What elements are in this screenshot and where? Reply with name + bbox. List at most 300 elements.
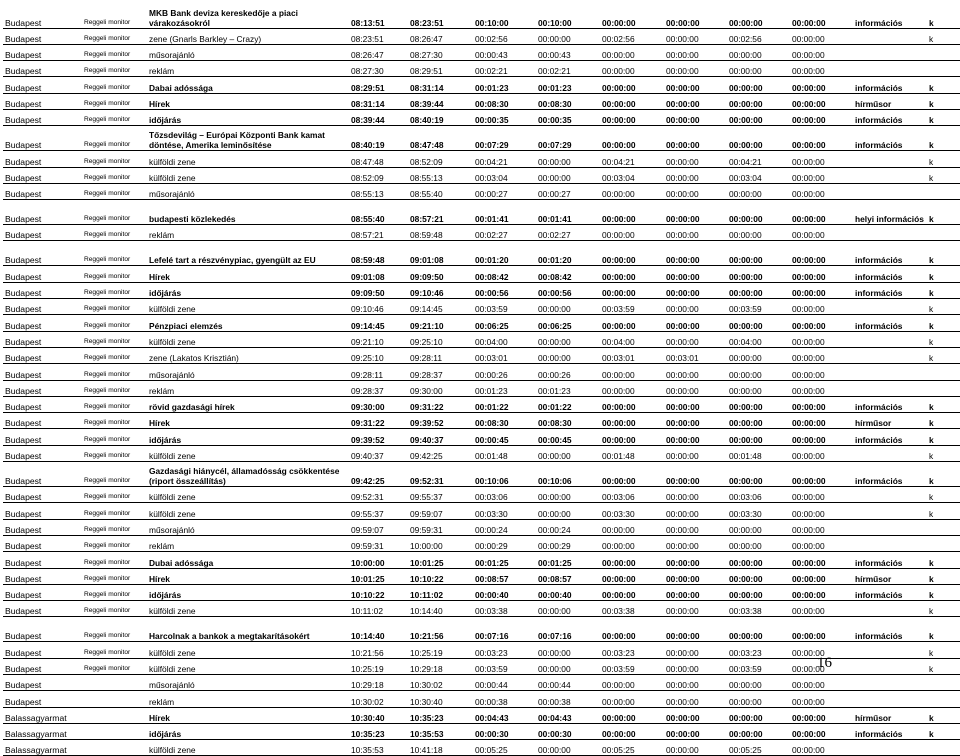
city-cell: Budapest	[3, 109, 82, 125]
time-cell: 00:03:06	[727, 487, 790, 503]
time-cell: 00:00:00	[790, 380, 853, 396]
flag-cell: k	[927, 707, 960, 723]
time-cell: 00:00:00	[600, 109, 664, 125]
time-cell: 00:08:30	[536, 93, 600, 109]
flag-cell: k	[927, 552, 960, 568]
title-cell: külföldi zene	[147, 331, 349, 347]
time-cell: 09:52:31	[349, 487, 408, 503]
time-cell: 00:00:00	[600, 396, 664, 412]
page-number: 16	[817, 655, 832, 671]
city-cell: Budapest	[3, 315, 82, 331]
time-cell: 00:00:00	[790, 707, 853, 723]
time-cell: 00:01:48	[473, 445, 536, 461]
time-cell: 09:01:08	[349, 266, 408, 282]
time-cell: 00:00:00	[790, 225, 853, 241]
program-cell	[82, 691, 147, 707]
time-cell: 00:02:27	[473, 225, 536, 241]
city-cell: Budapest	[3, 691, 82, 707]
time-cell: 00:00:00	[600, 535, 664, 551]
program-cell: Reggeli monitor	[82, 266, 147, 282]
flag-cell: k	[927, 315, 960, 331]
time-cell: 00:00:00	[664, 183, 727, 199]
time-cell: 00:07:16	[473, 617, 536, 642]
city-cell: Budapest	[3, 364, 82, 380]
category-cell	[853, 601, 927, 617]
time-cell: 00:00:00	[664, 740, 727, 756]
city-cell: Budapest	[3, 552, 82, 568]
city-cell: Budapest	[3, 413, 82, 429]
program-cell: Reggeli monitor	[82, 77, 147, 93]
time-cell: 00:00:00	[664, 396, 727, 412]
time-cell: 00:00:00	[790, 462, 853, 487]
title-cell: Lefelé tart a részvénypiac, gyengült az EU	[147, 241, 349, 266]
time-cell: 00:03:59	[727, 658, 790, 674]
time-cell: 00:03:01	[664, 347, 727, 363]
time-cell: 00:00:00	[790, 331, 853, 347]
category-cell	[853, 167, 927, 183]
time-cell: 09:28:11	[408, 347, 473, 363]
time-cell: 00:00:00	[790, 109, 853, 125]
city-cell: Budapest	[3, 642, 82, 658]
category-cell: információs	[853, 462, 927, 487]
table-row	[3, 347, 960, 363]
time-cell: 00:00:00	[727, 364, 790, 380]
time-cell: 00:00:27	[473, 183, 536, 199]
time-cell: 00:00:00	[536, 167, 600, 183]
flag-cell: k	[927, 429, 960, 445]
time-cell: 00:00:00	[790, 617, 853, 642]
time-cell: 00:03:59	[600, 299, 664, 315]
time-cell: 00:02:21	[473, 61, 536, 77]
title-cell: reklám	[147, 535, 349, 551]
category-cell: helyi információs	[853, 200, 927, 225]
time-cell: 00:00:00	[600, 93, 664, 109]
time-cell: 00:00:44	[473, 675, 536, 691]
time-cell: 00:00:00	[790, 723, 853, 739]
broadcast-log-table	[3, 3, 960, 756]
time-cell: 00:00:00	[664, 3, 727, 28]
time-cell: 10:30:02	[349, 691, 408, 707]
title-cell: időjárás	[147, 282, 349, 298]
flag-cell: k	[927, 617, 960, 642]
time-cell: 00:00:00	[727, 691, 790, 707]
time-cell: 00:00:00	[664, 584, 727, 600]
time-cell: 08:59:48	[349, 241, 408, 266]
time-cell: 00:00:00	[790, 584, 853, 600]
time-cell: 00:00:00	[600, 44, 664, 60]
time-cell: 00:00:00	[600, 266, 664, 282]
city-cell: Budapest	[3, 487, 82, 503]
time-cell: 00:00:24	[536, 519, 600, 535]
category-cell	[853, 445, 927, 461]
time-cell: 00:00:00	[600, 364, 664, 380]
city-cell: Budapest	[3, 225, 82, 241]
title-cell: Hírek	[147, 707, 349, 723]
title-cell: külföldi zene	[147, 658, 349, 674]
time-cell: 08:47:48	[349, 151, 408, 167]
time-cell: 00:00:00	[536, 642, 600, 658]
time-cell: 09:59:31	[408, 519, 473, 535]
time-cell: 00:04:21	[600, 151, 664, 167]
time-cell: 00:03:38	[473, 601, 536, 617]
time-cell: 00:00:00	[664, 61, 727, 77]
city-cell: Budapest	[3, 331, 82, 347]
time-cell: 00:00:00	[727, 723, 790, 739]
program-cell	[82, 675, 147, 691]
time-cell: 00:00:00	[727, 535, 790, 551]
table-row	[3, 183, 960, 199]
program-cell: Reggeli monitor	[82, 225, 147, 241]
time-cell: 00:00:00	[664, 723, 727, 739]
title-cell: Hírek	[147, 266, 349, 282]
time-cell: 00:00:00	[790, 200, 853, 225]
time-cell: 08:55:40	[349, 200, 408, 225]
table-row	[3, 740, 960, 756]
time-cell: 00:00:00	[727, 617, 790, 642]
time-cell: 00:00:00	[727, 241, 790, 266]
category-cell	[853, 44, 927, 60]
time-cell: 00:00:00	[790, 487, 853, 503]
time-cell: 08:40:19	[349, 126, 408, 151]
time-cell: 10:11:02	[408, 584, 473, 600]
time-cell: 08:29:51	[408, 61, 473, 77]
time-cell: 08:57:21	[349, 225, 408, 241]
time-cell: 00:00:29	[473, 535, 536, 551]
time-cell: 00:00:00	[536, 658, 600, 674]
time-cell: 08:52:09	[408, 151, 473, 167]
time-cell: 00:00:00	[664, 315, 727, 331]
time-cell: 10:00:00	[349, 552, 408, 568]
time-cell: 00:00:00	[790, 568, 853, 584]
title-cell: Dabai adóssága	[147, 77, 349, 93]
title-cell: műsorajánló	[147, 675, 349, 691]
program-cell: Reggeli monitor	[82, 93, 147, 109]
time-cell: 00:00:00	[727, 200, 790, 225]
time-cell: 00:00:00	[664, 167, 727, 183]
time-cell: 00:06:25	[536, 315, 600, 331]
time-cell: 00:00:00	[600, 552, 664, 568]
time-cell: 09:10:46	[349, 299, 408, 315]
time-cell: 00:00:40	[536, 584, 600, 600]
program-cell: Reggeli monitor	[82, 61, 147, 77]
time-cell: 09:30:00	[408, 380, 473, 396]
title-cell: zene (Lakatos Krisztián)	[147, 347, 349, 363]
program-cell: Reggeli monitor	[82, 109, 147, 125]
time-cell: 08:23:51	[408, 3, 473, 28]
category-cell	[853, 28, 927, 44]
time-cell: 00:03:59	[473, 658, 536, 674]
city-cell: Budapest	[3, 93, 82, 109]
city-cell: Budapest	[3, 266, 82, 282]
time-cell: 00:10:06	[473, 462, 536, 487]
table-row	[3, 723, 960, 739]
time-cell: 00:00:00	[600, 282, 664, 298]
time-cell: 00:00:30	[536, 723, 600, 739]
category-cell	[853, 675, 927, 691]
time-cell: 00:10:00	[536, 3, 600, 28]
flag-cell: k	[927, 3, 960, 28]
time-cell: 00:00:00	[664, 519, 727, 535]
time-cell: 00:00:00	[600, 225, 664, 241]
category-cell: információs	[853, 241, 927, 266]
title-cell: műsorajánló	[147, 44, 349, 60]
time-cell: 00:07:16	[536, 617, 600, 642]
time-cell: 00:03:30	[727, 503, 790, 519]
table-row	[3, 535, 960, 551]
time-cell: 00:03:04	[600, 167, 664, 183]
flag-cell: k	[927, 347, 960, 363]
time-cell: 00:00:00	[664, 109, 727, 125]
table-row	[3, 519, 960, 535]
program-cell: Reggeli monitor	[82, 617, 147, 642]
time-cell: 10:30:40	[349, 707, 408, 723]
time-cell: 10:25:19	[349, 658, 408, 674]
time-cell: 10:14:40	[408, 601, 473, 617]
city-cell: Budapest	[3, 584, 82, 600]
time-cell: 00:00:00	[790, 552, 853, 568]
time-cell: 10:29:18	[349, 675, 408, 691]
city-cell: Budapest	[3, 503, 82, 519]
flag-cell: k	[927, 462, 960, 487]
time-cell: 00:00:00	[727, 3, 790, 28]
table-row	[3, 445, 960, 461]
time-cell: 09:40:37	[408, 429, 473, 445]
time-cell: 09:39:52	[408, 413, 473, 429]
time-cell: 00:00:00	[600, 183, 664, 199]
time-cell: 00:01:23	[473, 77, 536, 93]
program-cell: Reggeli monitor	[82, 519, 147, 535]
time-cell: 00:00:00	[600, 617, 664, 642]
time-cell: 09:14:45	[349, 315, 408, 331]
time-cell: 00:00:00	[727, 347, 790, 363]
table-row	[3, 675, 960, 691]
flag-cell: k	[927, 658, 960, 674]
time-cell: 00:00:00	[727, 61, 790, 77]
program-cell: Reggeli monitor	[82, 126, 147, 151]
time-cell: 00:00:26	[473, 364, 536, 380]
time-cell: 08:59:48	[408, 225, 473, 241]
time-cell: 00:00:00	[790, 61, 853, 77]
flag-cell: k	[927, 167, 960, 183]
time-cell: 00:00:00	[727, 429, 790, 445]
time-cell: 00:00:00	[664, 487, 727, 503]
time-cell: 00:00:00	[790, 93, 853, 109]
time-cell: 00:00:00	[664, 675, 727, 691]
flag-cell: k	[927, 200, 960, 225]
time-cell: 09:14:45	[408, 299, 473, 315]
city-cell: Budapest	[3, 167, 82, 183]
time-cell: 00:00:00	[664, 266, 727, 282]
table-row	[3, 552, 960, 568]
time-cell: 10:35:23	[408, 707, 473, 723]
category-cell: hírműsor	[853, 707, 927, 723]
time-cell: 08:39:44	[408, 93, 473, 109]
time-cell: 00:00:00	[664, 200, 727, 225]
time-cell: 09:09:50	[408, 266, 473, 282]
category-cell	[853, 299, 927, 315]
time-cell: 00:00:00	[664, 28, 727, 44]
city-cell: Budapest	[3, 396, 82, 412]
program-cell: Reggeli monitor	[82, 3, 147, 28]
category-cell	[853, 183, 927, 199]
time-cell: 08:31:14	[408, 77, 473, 93]
time-cell: 00:00:00	[664, 601, 727, 617]
flag-cell: k	[927, 151, 960, 167]
time-cell: 00:00:00	[790, 126, 853, 151]
time-cell: 09:40:37	[349, 445, 408, 461]
table-row	[3, 617, 960, 642]
flag-cell	[927, 380, 960, 396]
category-cell	[853, 151, 927, 167]
time-cell: 08:57:21	[408, 200, 473, 225]
time-cell: 00:00:00	[727, 109, 790, 125]
table-row	[3, 413, 960, 429]
title-cell: Tőzsdevilág – Európai Központi Bank kamat döntése, Amerika leminősítése	[147, 126, 349, 151]
title-cell: Pénzpiaci elemzés	[147, 315, 349, 331]
program-cell: Reggeli monitor	[82, 44, 147, 60]
time-cell: 08:40:19	[408, 109, 473, 125]
title-cell: reklám	[147, 61, 349, 77]
time-cell: 00:00:00	[600, 691, 664, 707]
time-cell: 09:21:10	[408, 315, 473, 331]
time-cell: 00:00:00	[600, 126, 664, 151]
flag-cell: k	[927, 77, 960, 93]
time-cell: 00:00:00	[790, 28, 853, 44]
time-cell: 00:00:00	[600, 315, 664, 331]
table-row	[3, 3, 960, 28]
category-cell: információs	[853, 552, 927, 568]
time-cell: 00:03:06	[473, 487, 536, 503]
city-cell: Budapest	[3, 675, 82, 691]
time-cell: 00:04:21	[473, 151, 536, 167]
category-cell: információs	[853, 109, 927, 125]
time-cell: 09:25:10	[349, 347, 408, 363]
time-cell: 10:14:40	[349, 617, 408, 642]
time-cell: 00:08:57	[473, 568, 536, 584]
category-cell: információs	[853, 77, 927, 93]
city-cell: Budapest	[3, 617, 82, 642]
time-cell: 09:59:31	[349, 535, 408, 551]
time-cell: 00:00:00	[727, 584, 790, 600]
city-cell: Budapest	[3, 183, 82, 199]
category-cell	[853, 691, 927, 707]
time-cell: 00:01:48	[727, 445, 790, 461]
time-cell: 00:00:00	[727, 462, 790, 487]
time-cell: 08:52:09	[349, 167, 408, 183]
time-cell: 00:00:00	[664, 413, 727, 429]
time-cell: 10:11:02	[349, 601, 408, 617]
program-cell	[82, 740, 147, 756]
title-cell: külföldi zene	[147, 151, 349, 167]
title-cell: MKB Bank deviza kereskedője a piaci várakozásokról	[147, 3, 349, 28]
time-cell: 00:03:23	[473, 642, 536, 658]
time-cell: 00:00:00	[727, 77, 790, 93]
time-cell: 00:08:30	[473, 413, 536, 429]
title-cell: időjárás	[147, 584, 349, 600]
time-cell: 10:30:40	[408, 691, 473, 707]
table-row	[3, 241, 960, 266]
city-cell: Budapest	[3, 282, 82, 298]
time-cell: 00:00:00	[790, 44, 853, 60]
time-cell: 10:30:02	[408, 675, 473, 691]
title-cell: külföldi zene	[147, 601, 349, 617]
program-cell: Reggeli monitor	[82, 151, 147, 167]
time-cell: 00:01:41	[536, 200, 600, 225]
time-cell: 08:55:13	[408, 167, 473, 183]
table-row	[3, 282, 960, 298]
time-cell: 00:00:00	[600, 707, 664, 723]
city-cell: Budapest	[3, 151, 82, 167]
title-cell: Gazdasági hiánycél, államadósság csökkentése (riport összeállítás)	[147, 462, 349, 487]
time-cell: 09:55:37	[408, 487, 473, 503]
time-cell: 10:35:53	[408, 723, 473, 739]
time-cell: 00:01:25	[536, 552, 600, 568]
time-cell: 00:00:00	[790, 299, 853, 315]
category-cell: hírműsor	[853, 93, 927, 109]
program-cell: Reggeli monitor	[82, 200, 147, 225]
flag-cell	[927, 61, 960, 77]
time-cell: 00:04:21	[727, 151, 790, 167]
time-cell: 00:01:48	[600, 445, 664, 461]
time-cell: 00:00:00	[536, 601, 600, 617]
title-cell: zene (Gnarls Barkley – Crazy)	[147, 28, 349, 44]
time-cell: 00:00:35	[473, 109, 536, 125]
time-cell: 10:35:53	[349, 740, 408, 756]
time-cell: 09:30:00	[349, 396, 408, 412]
program-cell	[82, 723, 147, 739]
time-cell: 00:00:00	[727, 675, 790, 691]
time-cell: 00:00:38	[536, 691, 600, 707]
program-cell: Reggeli monitor	[82, 429, 147, 445]
table-row	[3, 584, 960, 600]
city-cell: Budapest	[3, 77, 82, 93]
time-cell: 00:04:00	[727, 331, 790, 347]
flag-cell: k	[927, 266, 960, 282]
time-cell: 09:01:08	[408, 241, 473, 266]
flag-cell	[927, 691, 960, 707]
city-cell: Budapest	[3, 380, 82, 396]
time-cell: 09:39:52	[349, 429, 408, 445]
time-cell: 00:00:27	[536, 183, 600, 199]
time-cell: 00:00:00	[600, 3, 664, 28]
category-cell: információs	[853, 126, 927, 151]
title-cell: Hírek	[147, 568, 349, 584]
program-cell: Reggeli monitor	[82, 584, 147, 600]
time-cell: 08:23:51	[349, 28, 408, 44]
time-cell: 00:00:00	[790, 642, 853, 658]
flag-cell: k	[927, 487, 960, 503]
category-cell: információs	[853, 266, 927, 282]
program-cell: Reggeli monitor	[82, 642, 147, 658]
table-row	[3, 28, 960, 44]
time-cell: 00:00:00	[790, 266, 853, 282]
title-cell: külföldi zene	[147, 487, 349, 503]
time-cell: 00:00:24	[473, 519, 536, 535]
flag-cell: k	[927, 299, 960, 315]
time-cell: 00:00:00	[727, 413, 790, 429]
time-cell: 00:00:00	[790, 740, 853, 756]
time-cell: 08:31:14	[349, 93, 408, 109]
time-cell: 00:00:00	[664, 462, 727, 487]
time-cell: 00:00:00	[664, 691, 727, 707]
table-row	[3, 364, 960, 380]
time-cell: 00:00:00	[727, 552, 790, 568]
flag-cell: k	[927, 601, 960, 617]
time-cell: 08:47:48	[408, 126, 473, 151]
flag-cell: k	[927, 93, 960, 109]
time-cell: 00:10:06	[536, 462, 600, 487]
time-cell: 00:08:42	[473, 266, 536, 282]
